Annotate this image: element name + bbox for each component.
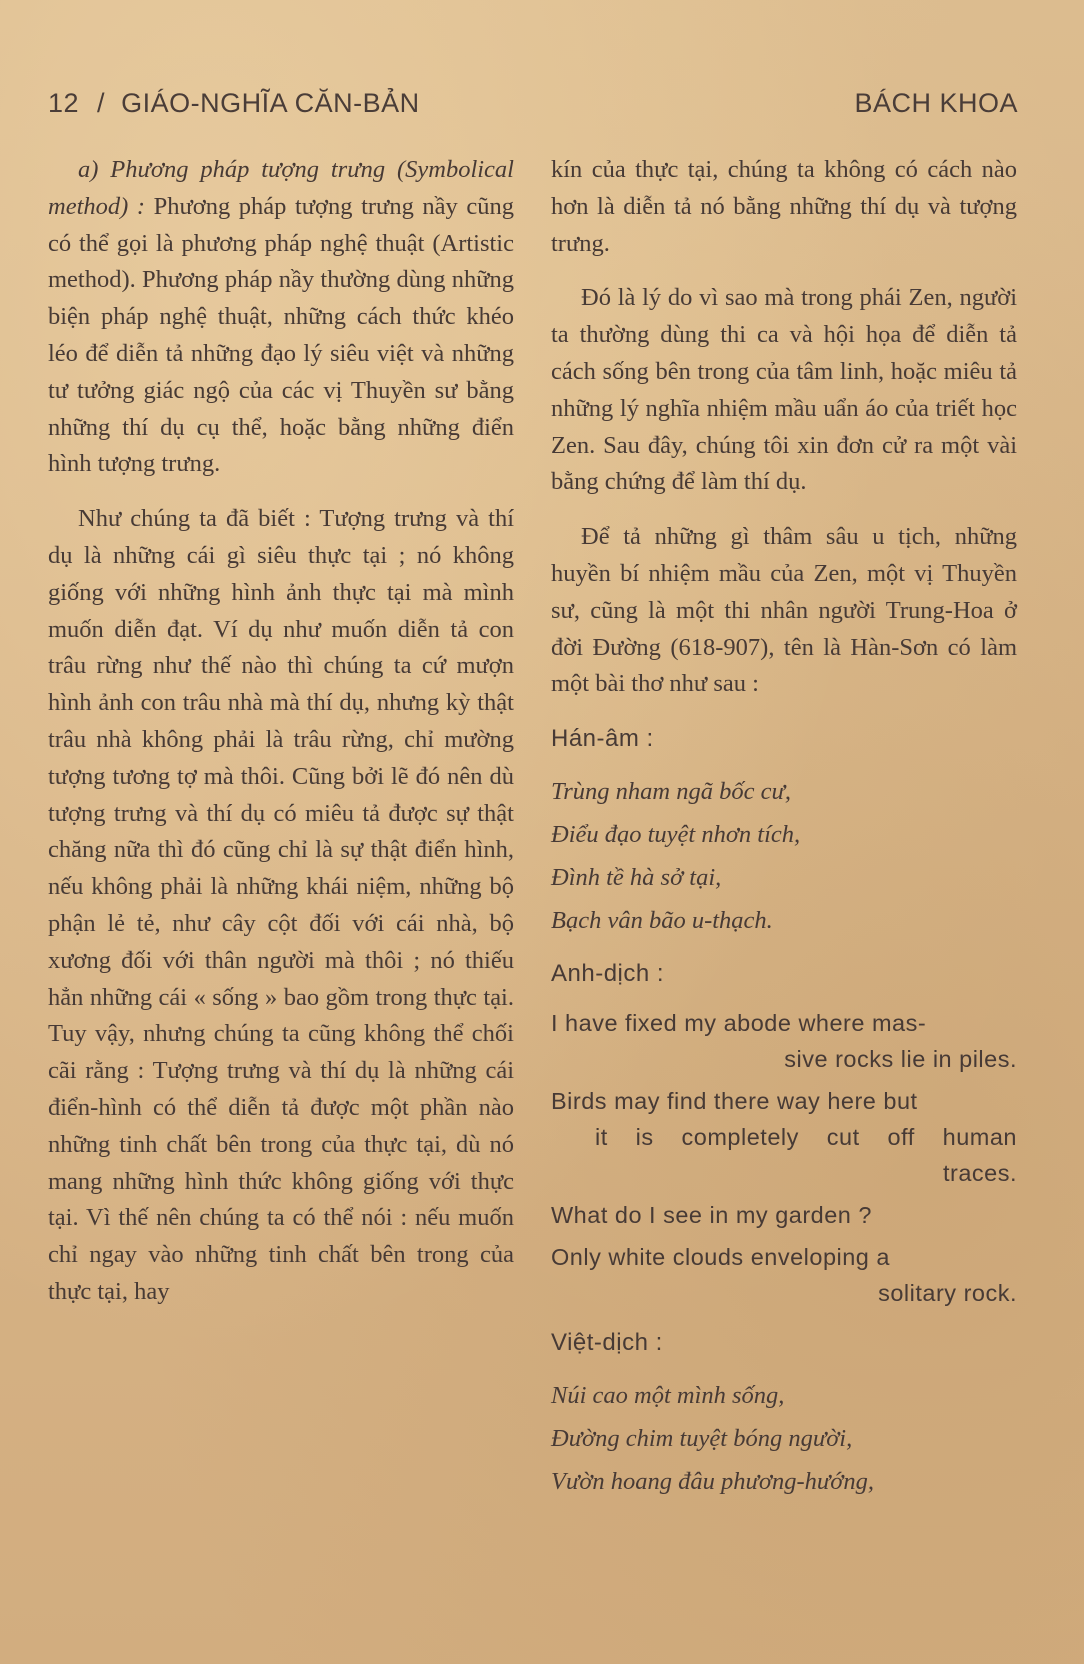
- verse-continuation: traces.: [942, 1159, 1017, 1186]
- english-translation: [551, 1005, 1017, 1311]
- paragraph-han-son: Để tả những gì thâm sâu u tịch, những huyền bí nhiệm mầu của Zen, một vị Thuyền sư, cũng là một thi nhân người Trung-Hoa ở đời Đường (618-907), tên là Hàn-Sơn có làm một bài thơ như sau :: [551, 523, 1017, 698]
- verse-continuation: sive rocks lie in piles.: [784, 1045, 1017, 1072]
- han-am-label: Hán-âm :: [551, 725, 654, 753]
- english-verse-1: [551, 1005, 1017, 1077]
- poem-line: Bạch vân bão u-thạch.: [551, 906, 773, 934]
- han-am-poem: [551, 770, 1017, 942]
- poem-line: Đình tề hà sở tại,: [551, 863, 722, 891]
- poem-line: Núi cao một mình sống,: [551, 1381, 785, 1409]
- anh-dich-label: Anh-dịch :: [551, 959, 665, 987]
- page-number: 12: [48, 88, 80, 118]
- verse-line: Birds may find there way here but: [551, 1087, 918, 1114]
- right-column: [551, 152, 1017, 1517]
- viet-dich-label: Việt-dịch :: [551, 1328, 663, 1356]
- english-verse-3: [551, 1197, 1017, 1233]
- verse-line: I have fixed my abode where mas-: [551, 1009, 927, 1036]
- page-header: [48, 88, 1018, 120]
- method-heading: a) Phương pháp tượng trưng (Symbolical method) :: [48, 156, 514, 220]
- paragraph-symbols-and-examples: Như chúng ta đã biết : Tượng trưng và thí dụ là những cái gì siêu thực tại ; nó không giống với những hình ảnh thực tại mà mình muốn diễn đạt. Ví dụ như muốn diễn tả con trâu rừng như thế nào thì chúng ta cứ mượn hình ảnh con trâu nhà mà thí dụ, nhưng kỳ thật trâu nhà không phải là trâu rừng, chỉ mường tượng tương tợ mà thôi. Cũng bởi lẽ đó nên dù tượng trưng và thí dụ có miêu tả được sự thật chăng nữa thì đó cũng chỉ là sự thật điển hình, nếu không phải là những khái niệm, những bộ phận lẻ tẻ, như cây cột đối với cái nhà, bộ xương đối với thân người mà thôi ; nó thiếu hẳn những cái « sống » bao gồm trong thực tại. Tuy vậy, nhưng chúng ta cũng không thể chối cãi rằng : Tượng trưng và thí dụ là những cái điển-hình có thể diễn tả được một phần nào những tinh chất bên trong của thực tại, dù nó mang những hình thức không giống với thực tại. Vì thế nên chúng ta có thể nói : nếu muốn chỉ ngay vào những tinh chất bên trong của thực tại, hay: [48, 505, 514, 1305]
- poem-line: Trùng nham ngã bốc cư,: [551, 777, 791, 805]
- verse-continuation: solitary rock.: [878, 1279, 1017, 1306]
- poem-line: Đường chim tuyệt bóng người,: [551, 1424, 853, 1452]
- english-verse-4: [551, 1239, 1017, 1311]
- english-verse-2: [551, 1083, 1017, 1191]
- magazine-name: BÁCH KHOA: [854, 88, 1018, 118]
- poem-line: Vườn hoang đâu phương-hướng,: [551, 1467, 874, 1495]
- header-left: [48, 88, 420, 119]
- header-separator: /: [97, 88, 106, 118]
- section-title: GIÁO-NGHĨA CĂN-BẢN: [121, 88, 420, 118]
- paragraph-zen-poetry: Đó là lý do vì sao mà trong phái Zen, người ta thường dùng thi ca và hội họa để diễn tả cách sống bên trong của tâm linh, hoặc miêu tả những lý nghĩa nhiệm mầu uẩn áo của triết học Zen. Sau đây, chúng tôi xin đơn cử ra một vài bằng chứng để làm thí dụ.: [551, 284, 1017, 496]
- verse-continuation: it is completely cut off human: [595, 1123, 1017, 1150]
- verse-line: What do I see in my garden ?: [551, 1201, 872, 1228]
- viet-dich-poem: [551, 1374, 1017, 1503]
- method-description: Phương pháp tượng trưng nầy cũng có thể gọi là phương pháp nghệ thuật (Artistic method). Phương pháp nầy thường dùng những biện pháp nghệ thuật, những cách thức khéo léo để diễn tả những đạo lý siêu việt và những tư tưởng giác ngộ của các vị Thuyền sư bằng những thí dụ cụ thể, hoặc bằng những điển hình tượng trưng.: [48, 192, 514, 478]
- poem-line: Điểu đạo tuyệt nhơn tích,: [551, 820, 801, 848]
- paragraph-continuation: kín của thực tại, chúng ta không có cách nào hơn là diễn tả nó bằng những thí dụ và tượng trưng.: [551, 156, 1017, 257]
- paragraph-symbolical-method: [48, 152, 514, 483]
- verse-line: Only white clouds enveloping a: [551, 1243, 890, 1270]
- left-column: [48, 152, 514, 1329]
